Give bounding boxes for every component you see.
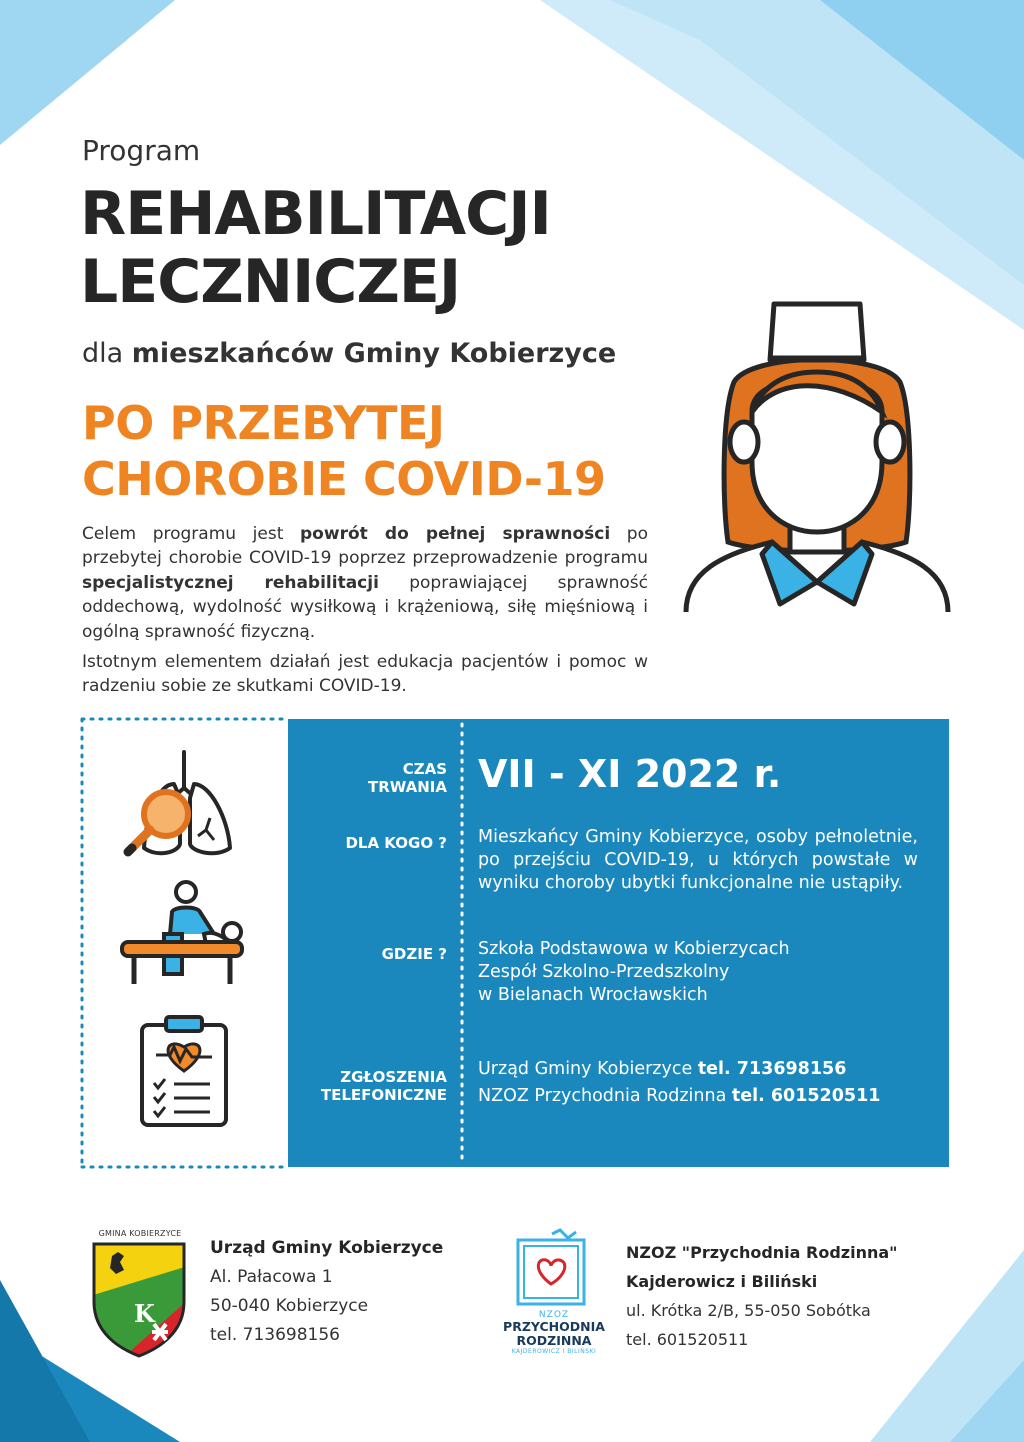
duration-label: [287, 760, 447, 796]
coat-of-arms-icon: [90, 1240, 188, 1360]
massage-table-icon: [118, 878, 253, 990]
clinic-logo-line-4: KAJDEROWICZ I BILIŃSKI: [511, 1348, 597, 1355]
phone-label-2: TELEFONICZNE: [320, 1086, 447, 1104]
crest-caption: GMINA KOBIERZYCE: [98, 1229, 182, 1238]
intro-p1-bold-2: specjalistycznej rehabilitacji: [82, 572, 379, 593]
duration-label-2: TRWANIA: [367, 778, 447, 796]
office-contact: [210, 1234, 443, 1350]
where-line-1: Szkoła Podstawowa w Kobierzycach: [478, 939, 790, 959]
for-whom-value: Mieszkańcy Gminy Kobierzyce, osoby pełnoletnie, po przejściu COVID-19, u których powstałe w wyniku choroby ubytki funkcjonalne nie ustąpiły.: [478, 827, 918, 893]
audience-line: [82, 338, 616, 369]
intro-p1-a: Celem programu jest: [82, 524, 301, 544]
nurse-icon: [682, 292, 952, 620]
medical-clipboard-icon: [138, 1013, 230, 1129]
phone-label: [287, 1068, 447, 1104]
phone-value: [478, 1056, 918, 1110]
phone1-name: Urząd Gminy Kobierzyce: [478, 1059, 698, 1079]
phone-label-1: ZGŁOSZENIA: [340, 1068, 447, 1086]
office-name: Urząd Gminy Kobierzyce: [210, 1238, 444, 1258]
clinic-logo-line-1: NZOZ: [538, 1310, 570, 1320]
office-address-2: 50-040 Kobierzyce: [210, 1296, 369, 1316]
covid-line-2: CHOROBIE COVID-19: [82, 452, 606, 506]
where-label: GDZIE ?: [381, 945, 447, 963]
audience-prefix: dla: [82, 338, 132, 369]
clinic-name-2: Kajderowicz i Biliński: [626, 1272, 818, 1291]
where-line-3: w Bielanach Wrocławskich: [478, 985, 708, 1005]
lungs-magnifier-icon: [118, 748, 253, 863]
clinic-name-1: NZOZ "Przychodnia Rodzinna": [626, 1243, 898, 1262]
phone2-name: NZOZ Przychodnia Rodzinna: [478, 1086, 732, 1106]
intro-p1-c: po przebytej chorobie COVID-19 poprzez przeprowadzenie programu: [82, 524, 648, 569]
where-line-2: Zespół Szkolno-Przedszkolny: [478, 962, 730, 982]
svg-text:K: K: [134, 1299, 155, 1328]
duration-value: VII - XI 2022 r.: [478, 752, 782, 796]
for-whom-label: DLA KOGO ?: [345, 834, 447, 852]
phone1-number[interactable]: tel. 713698156: [697, 1059, 847, 1079]
clinic-logo-line-2: PRZYCHODNIA: [503, 1319, 605, 1334]
clinic-logo-text: [494, 1310, 614, 1355]
intro-paragraph-2: Istotnym elementem działań jest edukacja pacjentów i pomoc w radzeniu sobie ze skutkami COVID-19.: [82, 652, 648, 697]
duration-label-1: CZAS: [402, 760, 447, 778]
program-kicker: Program: [82, 134, 201, 167]
phone2-number[interactable]: tel. 601520511: [731, 1086, 881, 1106]
phone-line-2: [478, 1083, 918, 1110]
audience-bold: mieszkańców Gminy Kobierzyce: [131, 338, 617, 369]
where-value: [478, 938, 918, 1007]
intro-p1-e: poprawiającej sprawność oddechową, wydolność wysiłkową i krążeniową, siłę mięśniową i ogólną sprawność fizyczną.: [82, 572, 649, 642]
clinic-phone[interactable]: tel. 601520511: [626, 1330, 749, 1349]
clinic-logo-line-3: RODZINNA: [516, 1333, 592, 1348]
info-divider: [458, 722, 466, 1167]
title-line-2: LECZNICZEJ: [80, 247, 461, 317]
office-phone[interactable]: tel. 713698156: [210, 1325, 340, 1345]
intro-paragraph-1: [82, 522, 648, 644]
heart-logo-icon: [512, 1228, 596, 1310]
intro-p1-bold-1: powrót do pełnej sprawności: [300, 524, 611, 544]
title-line-1: REHABILITACJI: [80, 179, 551, 249]
clinic-contact: [626, 1238, 898, 1354]
clinic-address: ul. Krótka 2/B, 55-050 Sobótka: [626, 1301, 871, 1320]
covid-line-1: PO PRZEBYTEJ: [82, 396, 445, 450]
phone-line-1: [478, 1056, 918, 1083]
intro-text: [82, 522, 648, 705]
office-address-1: Al. Pałacowa 1: [210, 1267, 333, 1287]
